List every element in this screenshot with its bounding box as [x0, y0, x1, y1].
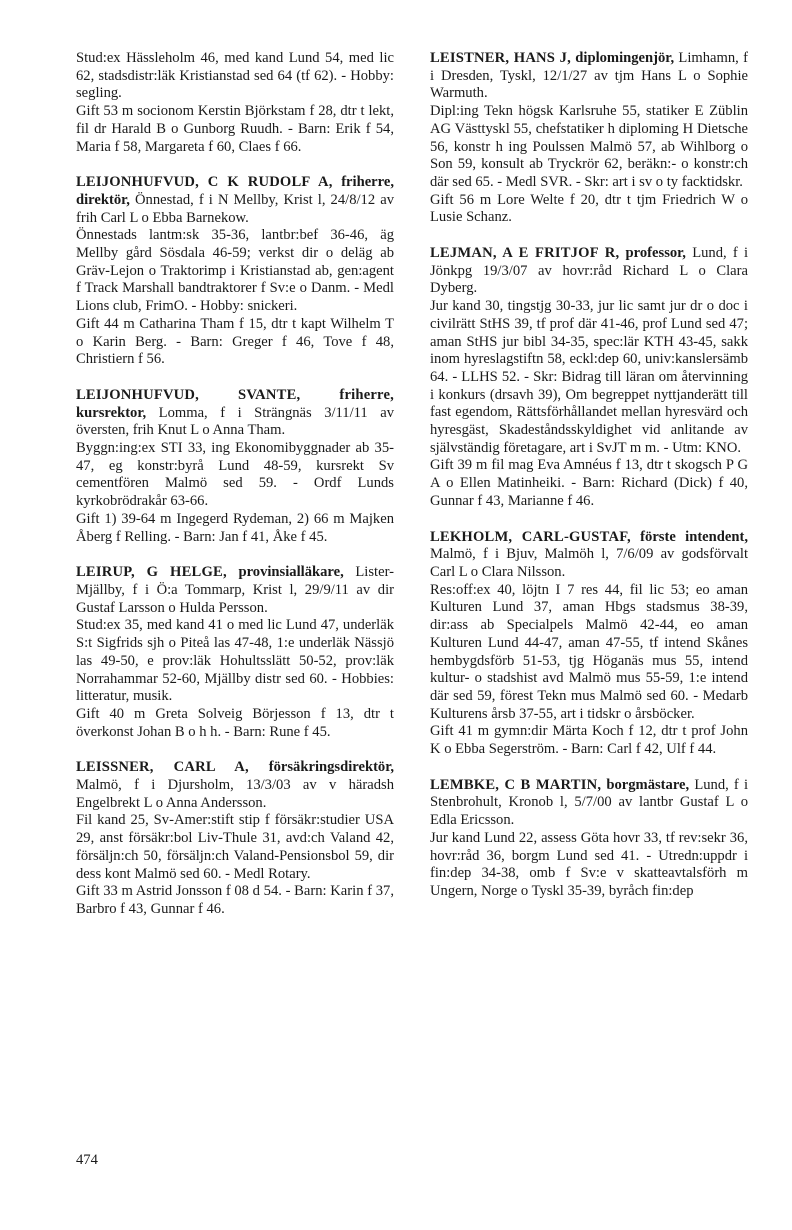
entry-intro: Lund, f i Stenbrohult, Kronob l, 5/7/00 av lantbr Gustaf L o Edla Ericsson. — [430, 776, 748, 829]
entry-paragraph: Gift 1) 39-64 m Ingegerd Rydeman, 2) 66 m Majken Åberg f Relling. - Barn: Jan f 41, Åke f 45. — [76, 510, 394, 545]
entry-intro: Limhamn, f i Dresden, Tyskl, 12/1/27 av tjm Hans L o Sophie Warmuth. — [430, 50, 748, 102]
biography-entry — [430, 529, 748, 759]
entry-title: kursrektor, — [76, 404, 147, 421]
biography-entry — [430, 50, 748, 227]
entry-title: professor, — [625, 245, 686, 262]
entry-intro: Lomma, f i Strängnäs 3/11/11 av översten, frih Knut L o Anna Tham. — [76, 404, 394, 439]
entry-paragraph: Gift 40 m Greta Solveig Börjesson f 13, dtr t överkonst Johan B o h h. - Barn: Rune f 45. — [76, 705, 394, 740]
entry-paragraph: Gift 41 m gymn:dir Märta Koch f 12, dtr t prof John K o Ebba Segerström. - Barn: Carl f 42, Ulf f 44. — [430, 723, 748, 758]
entry-paragraph: Fil kand 25, Sv-Amer:stift stip f försäkr:studier USA 29, anst försäkr:bol Liv-Thule 31, avd:ch Valand 42, försäljn:ch 50, försäljn:ch Valand-Pensionsbol 59, dir dess kont Malmö sed 60. - Medl Rotary. — [76, 812, 394, 882]
entry-heading — [76, 759, 394, 812]
entry-intro: Malmö, f i Bjuv, Malmöh l, 7/6/09 av godsförvalt Carl L o Clara Nilsson. — [430, 546, 748, 580]
entry-title: diplomingenjör, — [575, 50, 675, 66]
entry-paragraph: Byggn:ing:ex STI 33, ing Ekonomibyggnader ab 35-47, eg konstr:byrå Lund 48-59, kursrekt Sv cementfören Malmö sed 59. - Ordf Lunds kyrkobrödrakår 63-66. — [76, 440, 394, 510]
entry-title: försäkringsdirektör, — [268, 759, 395, 776]
entry-heading — [430, 529, 748, 582]
entry-title: friherre, direktör, — [76, 174, 394, 208]
entry-paragraph: Stud:ex 35, med kand 41 o med lic Lund 47, underläk S:t Sigfrids sjh o Piteå las 47-48, 1:e underläk Nässjö las 49-50, e prov:läk Hohultsslätt 50-52, prov:läk Norrahammar 52-60, Mjällby distr sed 60. - Hobbies: litteratur, musik. — [76, 617, 394, 705]
entry-paragraph: Dipl:ing Tekn högsk Karlsruhe 55, statiker E Züblin AG Västtyskl 55, chefstatiker h diploming H Dietsche 56, konstr h ing Poulssen Malmö 57, ab Wihlborg o Son 59, konsult ab Tryckrör 62, beräkn:- o konstr:ch där sed 65. - Medl SVR. - Skr: art i sv o ty facktidskr. — [430, 103, 748, 190]
biography-entry — [76, 174, 394, 369]
entry-heading — [76, 387, 394, 440]
entry-intro: Lund, f i Jönkpg 19/3/07 av hovr:råd Richard L o Clara Dyberg. — [430, 245, 749, 297]
entry-title: förste intendent, — [640, 528, 748, 545]
entry-paragraph: Gift 44 m Catharina Tham f 15, dtr t kapt Wilhelm T o Karin Berg. - Barn: Greger f 46, Tove f 48, Christiern f 56. — [76, 315, 394, 368]
entry-heading — [430, 245, 748, 298]
page-number: 474 — [76, 1152, 98, 1168]
entry-name: LEISTNER, HANS J, — [430, 50, 571, 66]
entry-title: borgmästare, — [606, 776, 690, 793]
entry-intro: Önnestad, f i N Mellby, Krist l, 24/8/12 av frih Carl L o Ebba Barnekow. — [76, 191, 394, 226]
biography-entry — [76, 564, 394, 741]
entry-paragraph: Gift 56 m Lore Welte f 20, dtr t tjm Friedrich W o Lusie Schanz. — [430, 191, 748, 226]
entry-paragraph: Jur kand 30, tingstjg 30-33, jur lic samt jur dr o doc i civilrätt StHS 39, tf prof där 41-46, prof Lund sed 47; aman StHS jur bibl 34-35, spec:lär KTH 43-45, sakk inom hyreslagstiftn 58, eckl:dep 60, univ:kanslersämb 64. - LLHS 52. - Skr: Bidrag till läran om återvinning i konkurs (drsavh 39), Om begreppet nyttjanderätt till fast egendom, Rättsförhållandet mellan hyresvärd och hyresgäst, Skadeståndsskyldighet vid anlitande av självständig företagare, art i SvJT m m. - Utm: KNO. — [430, 298, 748, 456]
right-column — [430, 50, 748, 901]
entry-heading — [430, 777, 748, 830]
entry-paragraph: Res:off:ex 40, löjtn I 7 res 44, fil lic 53; eo aman Kulturen Lund 37, aman Hbgs stadsmus 38-39, dir:ass ab Specialpels Malmö 42-44, eo aman Kulturen Lund 44-47, aman 47-55, tf intend Skånes hembygdsförb 51-53, tjg Höganäs mus 55, intend kultur- o stadshist avd Malmö mus 55-59, 1:e intend där sed 59, förest Tekn mus Malmö sed 60. - Medarb Kulturens årsb 37-55, art i tidskr o årsböcker. — [430, 581, 748, 722]
entry-intro: Lister-Mjällby, f i Ö:a Tommarp, Krist l, 29/9/11 av dir Gustaf Larsson o Hulda Persson. — [76, 564, 394, 616]
entry-paragraph: Önnestads lantm:sk 35-36, lantbr:bef 36-46, äg Mellby gård Sösdala 46-59; verkst dir o deläg ab Gräv-Lejon o Traktorimp i Kristianstad ab, gen:agent f Track Marshall bandtraktorer f Sv:e o Danm. - Medl Lions club, FrimO. - Hobby: snickeri. — [76, 227, 394, 315]
entry-name: LEMBKE, C B MARTIN, — [430, 776, 602, 793]
entry-name: LEIJONHUFVUD, SVANTE, friherre, — [76, 386, 394, 403]
entry-heading — [76, 174, 394, 227]
entry-intro: Malmö, f i Djursholm, 13/3/03 av v häradsh Engelbrekt L o Anna Andersson. — [76, 777, 394, 811]
entry-paragraph: Gift 33 m Astrid Jonsson f 08 d 54. - Barn: Karin f 37, Barbro f 43, Gunnar f 46. — [76, 883, 394, 917]
biography-entry — [430, 245, 748, 511]
entry-name: LEIRUP, G HELGE, — [76, 564, 227, 581]
biography-entry — [430, 777, 748, 901]
biography-entry — [76, 759, 394, 918]
left-column — [76, 50, 394, 919]
biography-entry — [76, 387, 394, 546]
entry-title: provinsialläkare, — [238, 564, 344, 581]
entry-paragraph: Gift 39 m fil mag Eva Amnéus f 13, dtr t skogsch P G A o Ellen Matinheiki. - Barn: Richard (Dick) f 40, Gunnar f 43, Marianne f 46. — [430, 457, 748, 509]
biography-entry — [76, 50, 394, 156]
entry-name: LEJMAN, A E FRITJOF R, — [430, 245, 620, 262]
entry-paragraph: Gift 53 m socionom Kerstin Björkstam f 28, dtr t lekt, fil dr Harald B o Gunborg Ruudh. - Barn: Erik f 54, Maria f 58, Margareta f 60, Claes f 66. — [76, 103, 394, 155]
entry-name: LEIJONHUFVUD, C K RUDOLF A, — [76, 174, 333, 191]
entry-name: LEISSNER, CARL A, — [76, 759, 249, 776]
entry-paragraph: Stud:ex Hässleholm 46, med kand Lund 54, med lic 62, stadsdistr:läk Kristianstad sed 64 (tf 62). - Hobby: segling. — [76, 50, 394, 102]
entry-heading — [430, 50, 748, 103]
entry-name: LEKHOLM, CARL-GUSTAF, — [430, 528, 631, 545]
entry-heading — [76, 564, 394, 617]
entry-paragraph: Jur kand Lund 22, assess Göta hovr 33, tf rev:sekr 36, hovr:råd 36, borgm Lund sed 41. - Utredn:uppdr i fin:dep 34-38, omb f Sv:e v skatteavtalsförh m Ungern, Norge o Tyskl 35-39, byråch fin:dep — [430, 829, 748, 899]
